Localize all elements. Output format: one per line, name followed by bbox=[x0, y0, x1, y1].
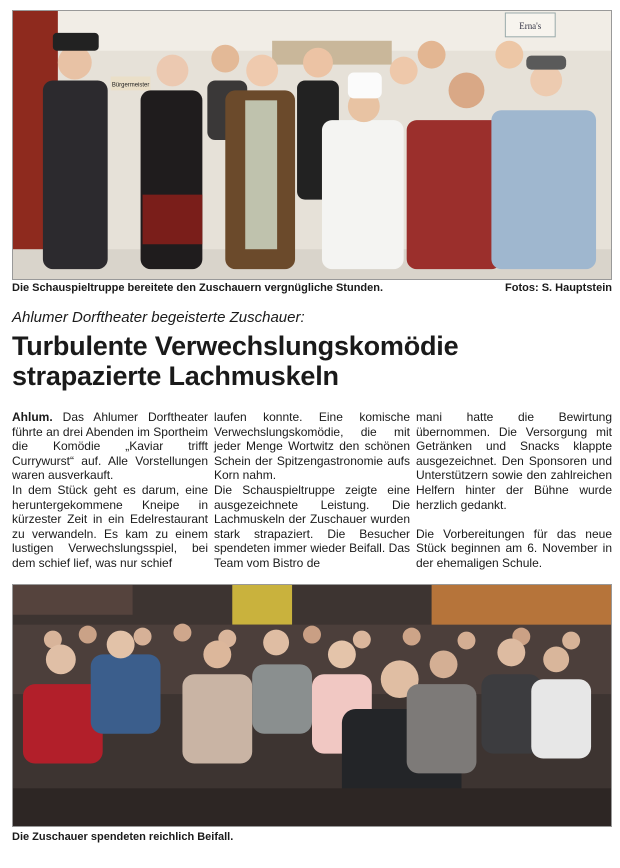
sign-left: Bürgermeister bbox=[111, 82, 150, 89]
cast-photo-drawing bbox=[13, 11, 611, 279]
paragraph-text: Das Ahlumer Dorftheater führte an drei Abenden im Sportheim die Komödie „Kaviar trifft Currywurst“ auf. Alle Vorstellungen waren ausverkauft. bbox=[12, 410, 208, 483]
cast-photo bbox=[12, 10, 612, 280]
paragraph: mani hatte die Bewirtung übernommen. Die Versorgung mit Getränken und Snacks klappte ausgezeichnet. Den Sponsoren und Unterstützern sowie den zahlreichen Helfern hinter der Bühne wurde herzlich gedankt. bbox=[416, 410, 612, 512]
audience-photo-drawing bbox=[13, 585, 611, 826]
paragraph: In dem Stück geht es darum, eine heruntergekommene Kneipe in kürzester Zeit in ein Edelrestaurant zu verwandeln. Es kam zu einem lustigen Verwechslungsspiel, bei dem schief lief, was nur schief bbox=[12, 482, 208, 570]
audience-photo bbox=[12, 584, 612, 827]
photo-credit: Fotos: S. Hauptstein bbox=[505, 282, 612, 294]
paragraph bbox=[12, 410, 208, 483]
article-column-1 bbox=[12, 410, 208, 571]
cast-caption-text: Die Schauspieltruppe bereitete den Zuschauern vergnügliche Stunden. bbox=[12, 282, 384, 294]
kicker: Ahlumer Dorftheater begeisterte Zuschauer: bbox=[12, 309, 305, 326]
paragraph: Die Vorbereitungen für das neue Stück beginnen am 6. November in der ehemaligen Schule. bbox=[416, 526, 612, 570]
headline bbox=[12, 331, 612, 391]
paragraph: laufen konnte. Eine komische Verwechslungskomödie, die mit jeder Menge Wortwitz den schönen Schein der Spitzengastronomie aufs Korn nahm. bbox=[214, 410, 410, 483]
headline-line-1: Turbulente Verwechslungskomödie bbox=[12, 331, 459, 361]
paragraph: Die Schauspieltruppe zeigte eine ausgezeichnete Leistung. Die Lachmuskeln der Zuschauer wurden stark strapaziert. Die Besucher spendeten immer wieder Beifall. Das Team vom Bistro de bbox=[214, 482, 410, 570]
paragraph-gap bbox=[416, 512, 612, 527]
headline-line-2: strapazierte Lachmuskeln bbox=[12, 361, 339, 391]
cast-photo-caption bbox=[12, 282, 612, 295]
dateline: Ahlum. bbox=[12, 410, 53, 424]
article-column-2 bbox=[214, 410, 410, 571]
audience-photo-caption: Die Zuschauer spendeten reichlich Beifall. bbox=[12, 831, 234, 843]
sign-right: Erna's bbox=[519, 20, 542, 31]
article-column-3 bbox=[416, 410, 612, 571]
